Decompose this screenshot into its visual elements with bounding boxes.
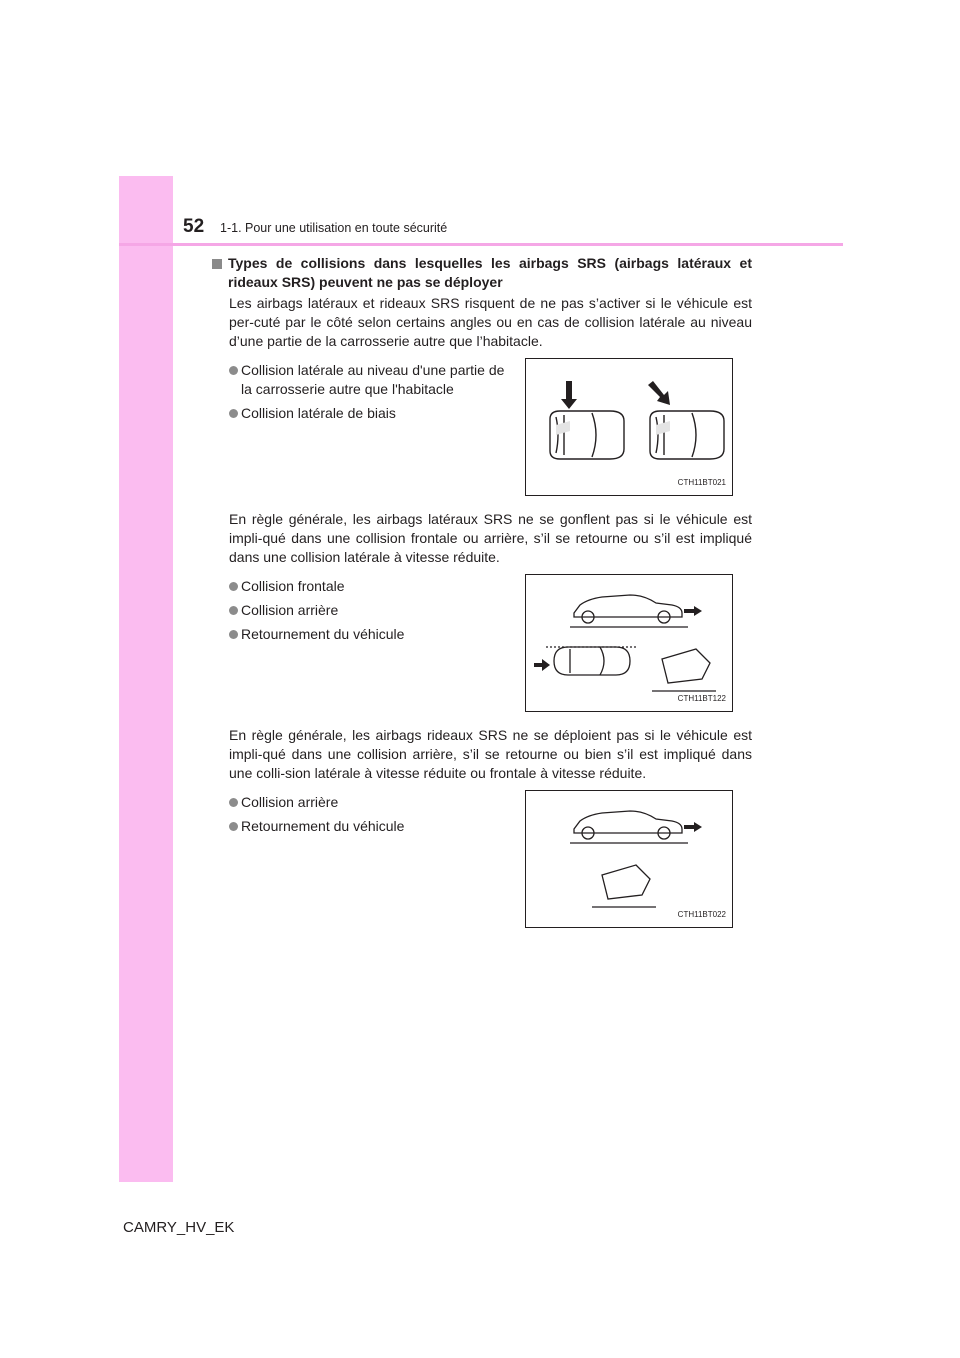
list-item [229, 793, 519, 812]
round-bullet-icon [229, 630, 238, 639]
round-bullet-icon [229, 798, 238, 807]
list-item-text: Retournement du véhicule [241, 626, 405, 642]
side-impact-illustration [525, 358, 733, 496]
list-item-text: Collision latérale de biais [241, 405, 396, 421]
group-side-impact [229, 358, 752, 496]
figure-label: CTH11BT021 [677, 478, 726, 487]
bullet-list [229, 790, 519, 928]
list-item [229, 601, 519, 620]
round-bullet-icon [229, 366, 238, 375]
list-item-text: Collision frontale [241, 578, 345, 594]
section-heading [212, 254, 752, 292]
list-item [229, 625, 519, 644]
list-item [229, 404, 519, 423]
list-item [229, 361, 519, 399]
list-item-text: Collision arrière [241, 794, 339, 810]
figure-label: CTH11BT122 [677, 694, 726, 703]
paragraph-curtain-airbags: En règle générale, les airbags rideaux SRS ne se déploient pas si le véhicule est impli-qué dans une collision arrière, s’il se retourne ou bien s’il est impliqué dans une colli-sion latérale à vitesse réduite ou frontale à vitesse réduite. [229, 727, 752, 781]
group-curtain-airbags [229, 790, 752, 928]
model-code: CAMRY_HV_EK [123, 1219, 235, 1236]
square-bullet-icon [212, 259, 222, 269]
bullet-list [229, 574, 519, 712]
section-title: 1-1. Pour une utilisation en toute sécurité [220, 221, 448, 235]
figure-label: CTH11BT022 [677, 910, 726, 919]
paragraph-side-airbags: En règle générale, les airbags latéraux SRS ne se gonflent pas si le véhicule est impli-qué dans une collision frontale ou arrière, s’il se retourne ou s’il est impliqué dans une collision latérale à vitesse réduite. [229, 511, 752, 565]
page-number: 52 [183, 216, 205, 237]
rear-rollover-illustration [525, 790, 733, 928]
bullet-list [229, 358, 519, 496]
round-bullet-icon [229, 822, 238, 831]
frontal-rear-rollover-illustration [525, 574, 733, 712]
group-side-airbags [229, 574, 752, 712]
list-item-text: Collision latérale au niveau d'une partie de la carrosserie autre que l'habitacle [241, 362, 505, 397]
section-heading-text: Types de collisions dans lesquelles les airbags SRS (airbags latéraux et rideaux SRS) peuvent ne pas se déployer [228, 255, 752, 290]
list-item [229, 817, 519, 836]
side-tab-strip [119, 176, 173, 1182]
list-item-text: Retournement du véhicule [241, 818, 405, 834]
intro-paragraph: Les airbags latéraux et rideaux SRS risquent de ne pas s’activer si le véhicule est per-cuté par le côté selon certains angles ou en cas de collision latérale au niveau d’une partie de la carrosserie autre que l’habitacle. [229, 295, 752, 349]
header-rule [119, 243, 843, 246]
list-item [229, 577, 519, 596]
round-bullet-icon [229, 409, 238, 418]
round-bullet-icon [229, 606, 238, 615]
list-item-text: Collision arrière [241, 602, 339, 618]
page-content [212, 254, 752, 928]
round-bullet-icon [229, 582, 238, 591]
